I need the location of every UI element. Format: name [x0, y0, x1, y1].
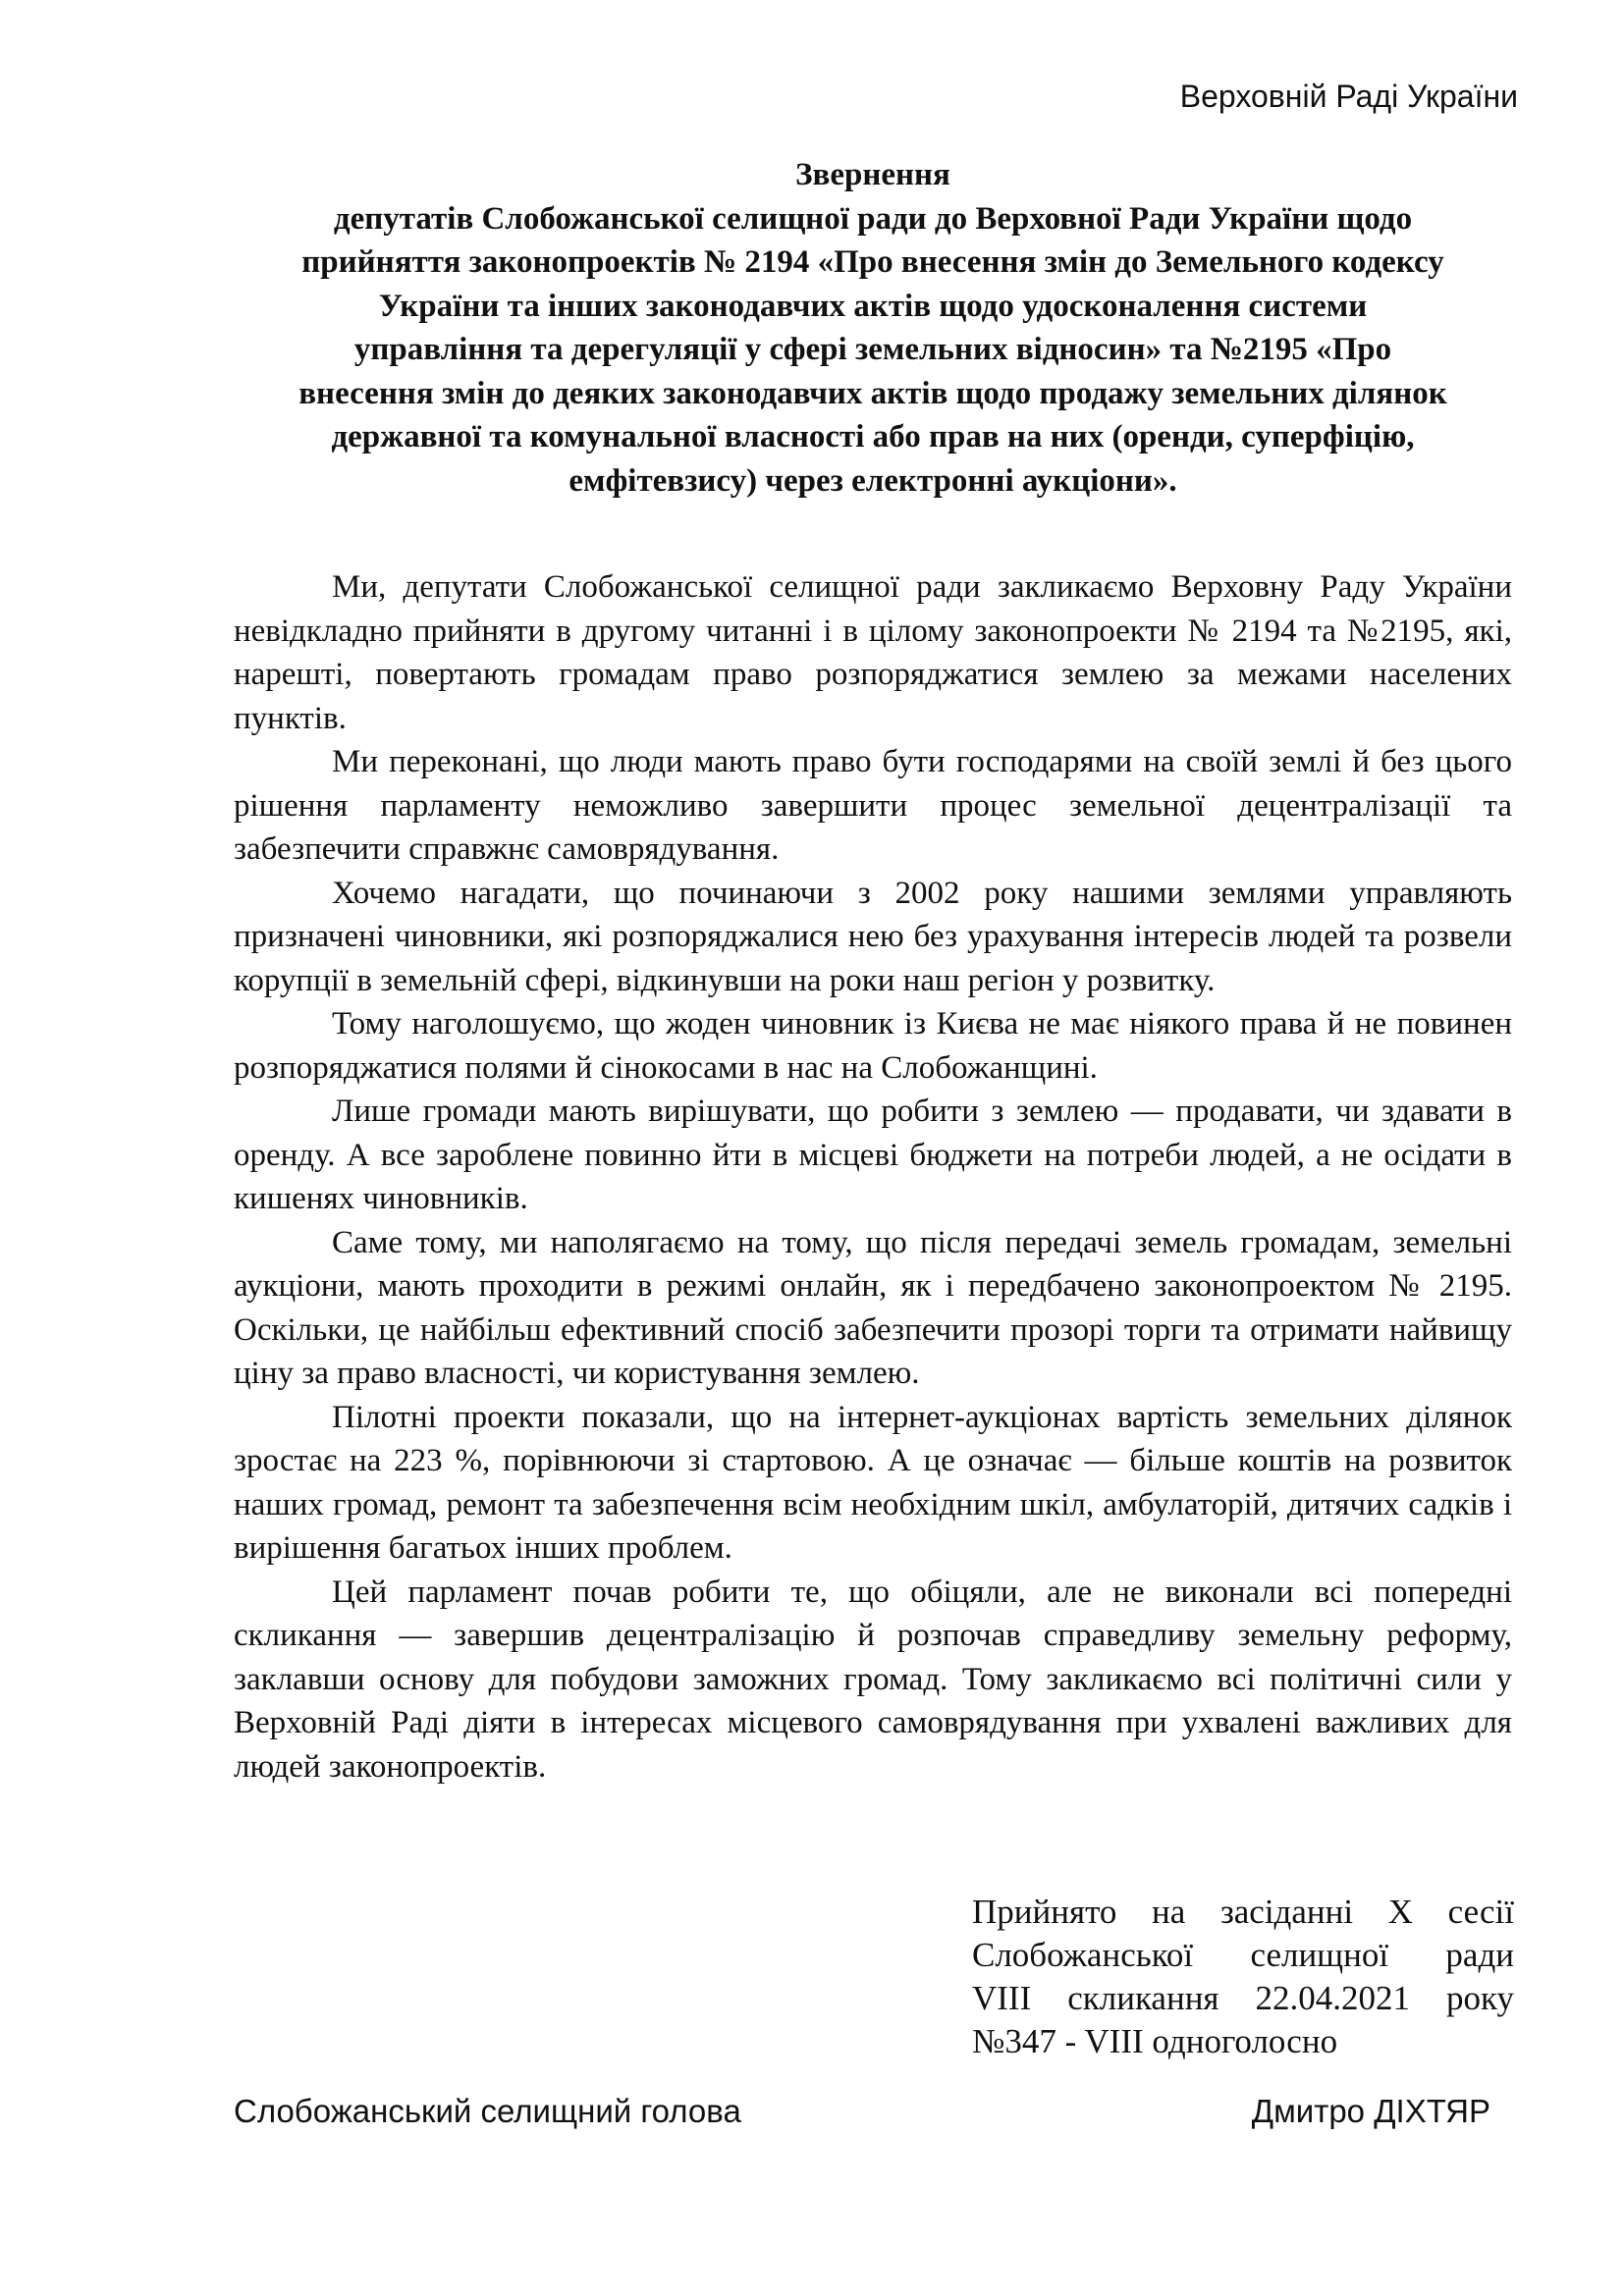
adoption-note — [972, 1891, 1514, 2063]
body-paragraph: Лише громади мають вирішувати, що робити з землею — продавати, чи здавати в оренду. А все зароблене повинно йти в місцеві бюджети на потреби людей, а не осідати в кишенях чиновників. — [234, 1094, 1512, 1216]
title-line: емфітевзису) через електронні аукціони». — [568, 462, 1177, 499]
adoption-line: VIII скликання 22.04.2021 року — [972, 1979, 1514, 2017]
body-paragraph: Цей парламент почав робити те, що обіцяли, але не виконали всі попередні скликання — завершив децентралізацію й розпочав справедливу земельну реформу, заклавши основу для побудови заможних громад. Тому закликаємо всі політичні сили у Верховній Раді діяти в інтересах місцевого самоврядування при ухвалені важливих для людей законопроектів. — [234, 1574, 1512, 1785]
title-line: державної та комунальної власності або прав на них (оренди, суперфіцію, — [331, 419, 1415, 454]
body-paragraph: Саме тому, ми наполягаємо на тому, що після передачі земель громадам, земельні аукціони, мають проходити в режимі онлайн, як і передбачено законопроектом № 2195. Оскільки, це найбільш ефективний спосіб забезпечити прозорі торги та отримати найвищу ціну за право власності, чи користування землею. — [234, 1224, 1512, 1391]
title-line: прийняття законопроектів № 2194 «Про внесення змін до Земельного кодексу — [301, 244, 1444, 280]
adoption-line: Слобожанської селищної ради — [972, 1936, 1514, 1974]
body-paragraph: Тому наголошуємо, що жоден чиновник із Києва не має ніякого права й не повинен розпоряджатися полями й сінокосами в нас на Слобожанщині. — [234, 1006, 1512, 1086]
body-paragraph: Ми, депутати Слобожанської селищної ради закликаємо Верховну Раду України невідкладно прийняти в другому читанні і в цілому законопроекти № 2194 та №2195, які, нарешті, повертають громадам право розпоряджатися землею за межами населених пунктів. — [234, 569, 1512, 736]
title-line: управління та дерегуляції у сфері земельних відносин» та №2195 «Про — [353, 332, 1392, 367]
signatory-name: Дмитро ДІХТЯР — [1251, 2093, 1490, 2129]
body-paragraph: Хочемо нагадати, що починаючи з 2002 року нашими землями управляють призначені чиновники, які розпоряджалися нею без урахування інтересів людей та розвели корупції в земельній сфері, відкинувши на роки наш регіон у розвитку. — [234, 875, 1512, 998]
signatory-role: Слобожанський селищний голова — [234, 2093, 741, 2129]
body-paragraph: Пілотні проекти показали, що на інтернет-аукціонах вартість земельних ділянок зростає на 223 %, порівнюючи зі стартовою. А це означає — більше коштів на розвиток наших громад, ремонт та забезпечення всім необхідним шкіл, амбулаторій, дитячих садків і вирішення багатьох інших проблем. — [234, 1399, 1512, 1566]
document-title — [232, 153, 1514, 503]
addressee: Верховній Раді України — [1179, 79, 1518, 114]
body-paragraph: Ми переконані, що люди мають право бути господарями на своїй землі й без цього рішення парламенту неможливо завершити процес земельної децентралізації та забезпечити справжнє самоврядування. — [234, 744, 1512, 867]
title-line: внесення змін до деяких законодавчих актів щодо продажу земельних ділянок — [298, 375, 1447, 411]
title-line: депутатів Слобожанської селищної ради до Верховної Ради України щодо — [333, 200, 1413, 237]
adoption-line: Прийнято на засіданні X сесії — [972, 1893, 1514, 1931]
title-line: України та інших законодавчих актів щодо удосконалення системи — [378, 288, 1368, 324]
title-heading: Звернення — [795, 157, 950, 192]
adoption-line: №347 - VIII одноголосно — [972, 2022, 1338, 2060]
appeal-body — [234, 565, 1512, 1789]
